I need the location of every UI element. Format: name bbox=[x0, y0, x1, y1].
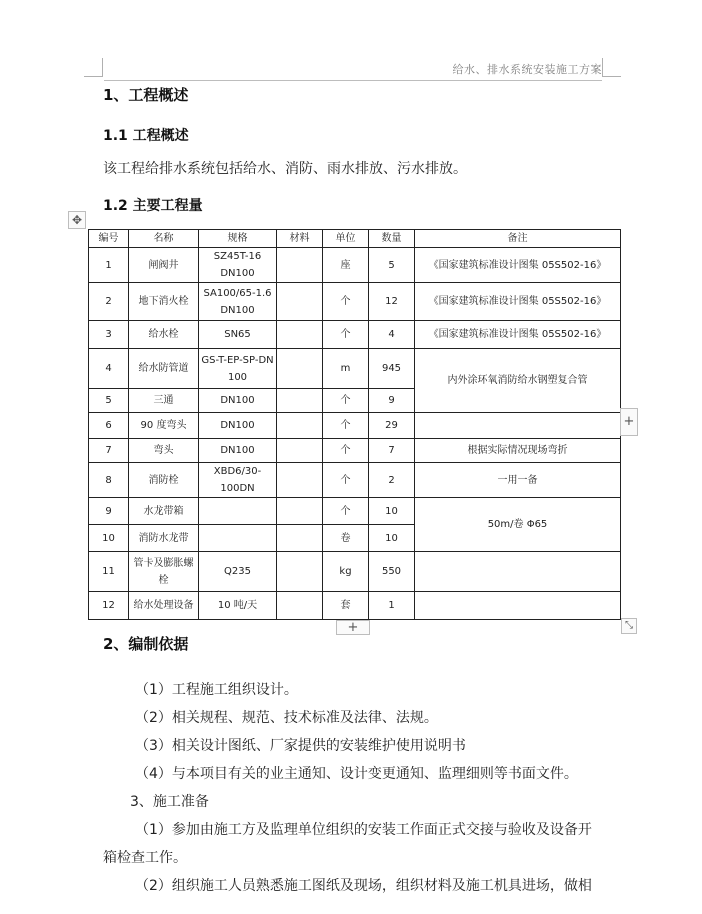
add-row-icon[interactable]: + bbox=[336, 620, 370, 635]
cell-name: 消防栓 bbox=[129, 463, 199, 498]
cell-spec: DN100 bbox=[199, 413, 277, 439]
cell-name: 管卡及膨胀螺栓 bbox=[129, 552, 199, 592]
cell-no: 1 bbox=[89, 248, 129, 283]
cell-no: 5 bbox=[89, 389, 129, 413]
cell-spec bbox=[199, 525, 277, 552]
cell-spec: XBD6/30-100DN bbox=[199, 463, 277, 498]
cell-name: 90 度弯头 bbox=[129, 413, 199, 439]
cell-name: 消防水龙带 bbox=[129, 525, 199, 552]
cell-note bbox=[415, 592, 621, 620]
cell-spec: GS-T-EP-SP-DN100 bbox=[199, 349, 277, 389]
cell-spec: SA100/65-1.6 DN100 bbox=[199, 283, 277, 321]
cell-spec: DN100 bbox=[199, 439, 277, 463]
cell-material bbox=[277, 463, 323, 498]
cell-spec: 10 吨/天 bbox=[199, 592, 277, 620]
cell-qty: 945 bbox=[369, 349, 415, 389]
table-row bbox=[89, 552, 621, 592]
cell-no: 4 bbox=[89, 349, 129, 389]
table-resize-icon[interactable]: ⤡ bbox=[621, 618, 637, 634]
header-cell: 名称 bbox=[129, 230, 199, 248]
cell-note bbox=[415, 552, 621, 592]
cell-no: 9 bbox=[89, 498, 129, 525]
basis-item: （4）与本项目有关的业主通知、设计变更通知、监理细则等书面文件。 bbox=[135, 766, 578, 782]
cell-qty: 5 bbox=[369, 248, 415, 283]
cell-unit: 个 bbox=[323, 439, 369, 463]
cell-qty: 2 bbox=[369, 463, 415, 498]
cell-unit: 个 bbox=[323, 321, 369, 349]
cell-no: 3 bbox=[89, 321, 129, 349]
cell-qty: 29 bbox=[369, 413, 415, 439]
section-1-1-text: 该工程给排水系统包括给水、消防、雨水排放、污水排放。 bbox=[103, 161, 467, 177]
cell-no: 7 bbox=[89, 439, 129, 463]
header-cell: 规格 bbox=[199, 230, 277, 248]
basis-item: （1）工程施工组织设计。 bbox=[135, 682, 298, 698]
cell-spec: SN65 bbox=[199, 321, 277, 349]
cell-note: 《国家建筑标准设计图集 05S502-16》 bbox=[415, 321, 621, 349]
cell-spec bbox=[199, 498, 277, 525]
cell-no: 8 bbox=[89, 463, 129, 498]
header-corner-mark-right bbox=[602, 58, 621, 77]
cell-unit: 个 bbox=[323, 413, 369, 439]
table-row bbox=[89, 439, 621, 463]
prep-item: （1）参加由施工方及监理单位组织的安装工作面正式交接与验收及设备开 bbox=[135, 822, 592, 838]
cell-no: 2 bbox=[89, 283, 129, 321]
cell-name: 水龙带箱 bbox=[129, 498, 199, 525]
cell-unit: m bbox=[323, 349, 369, 389]
cell-unit: 卷 bbox=[323, 525, 369, 552]
cell-note-merged: 50m/卷 Φ65 bbox=[415, 498, 621, 552]
header-cell: 数量 bbox=[369, 230, 415, 248]
table-row bbox=[89, 463, 621, 498]
header-cell: 单位 bbox=[323, 230, 369, 248]
table-row bbox=[89, 248, 621, 283]
cell-spec: Q235 bbox=[199, 552, 277, 592]
cell-qty: 550 bbox=[369, 552, 415, 592]
cell-name: 给水防管道 bbox=[129, 349, 199, 389]
prep-item-continued: 箱检查工作。 bbox=[103, 850, 187, 866]
quantity-table bbox=[88, 229, 621, 620]
basis-item: （3）相关设计图纸、厂家提供的安装维护使用说明书 bbox=[135, 738, 466, 754]
cell-qty: 9 bbox=[369, 389, 415, 413]
cell-material bbox=[277, 321, 323, 349]
table-row bbox=[89, 498, 621, 525]
cell-note: 《国家建筑标准设计图集 05S502-16》 bbox=[415, 283, 621, 321]
section-3-title: 3、施工准备 bbox=[130, 794, 209, 810]
add-column-icon[interactable]: + bbox=[620, 408, 638, 436]
cell-note: 一用一备 bbox=[415, 463, 621, 498]
cell-spec: SZ45T-16 DN100 bbox=[199, 248, 277, 283]
table-move-handle-icon[interactable]: ✥ bbox=[68, 211, 86, 229]
cell-qty: 1 bbox=[369, 592, 415, 620]
cell-unit: 个 bbox=[323, 498, 369, 525]
cell-no: 10 bbox=[89, 525, 129, 552]
cell-material bbox=[277, 439, 323, 463]
cell-unit: kg bbox=[323, 552, 369, 592]
header-divider bbox=[104, 80, 602, 81]
cell-unit: 个 bbox=[323, 389, 369, 413]
cell-material bbox=[277, 592, 323, 620]
cell-material bbox=[277, 552, 323, 592]
header-cell: 备注 bbox=[415, 230, 621, 248]
cell-name: 给水处理设备 bbox=[129, 592, 199, 620]
cell-material bbox=[277, 389, 323, 413]
cell-name: 给水栓 bbox=[129, 321, 199, 349]
cell-qty: 10 bbox=[369, 498, 415, 525]
cell-note bbox=[415, 413, 621, 439]
table-row bbox=[89, 283, 621, 321]
cell-unit: 套 bbox=[323, 592, 369, 620]
cell-material bbox=[277, 413, 323, 439]
page-header-title: 给水、排水系统安装施工方案 bbox=[452, 63, 602, 76]
cell-qty: 10 bbox=[369, 525, 415, 552]
table-row bbox=[89, 592, 621, 620]
cell-note: 根据实际情况现场弯折 bbox=[415, 439, 621, 463]
cell-unit: 个 bbox=[323, 283, 369, 321]
header-cell: 编号 bbox=[89, 230, 129, 248]
cell-name: 弯头 bbox=[129, 439, 199, 463]
cell-qty: 4 bbox=[369, 321, 415, 349]
cell-no: 12 bbox=[89, 592, 129, 620]
cell-material bbox=[277, 248, 323, 283]
table-row bbox=[89, 321, 621, 349]
cell-material bbox=[277, 498, 323, 525]
cell-note: 《国家建筑标准设计图集 05S502-16》 bbox=[415, 248, 621, 283]
cell-material bbox=[277, 349, 323, 389]
section-1-1-title: 1.1 工程概述 bbox=[103, 128, 189, 144]
cell-name: 地下消火栓 bbox=[129, 283, 199, 321]
cell-name: 三通 bbox=[129, 389, 199, 413]
cell-note-merged: 内外涂环氧消防给水钢塑复合管 bbox=[415, 349, 621, 413]
cell-unit: 个 bbox=[323, 463, 369, 498]
section-1-2-title: 1.2 主要工程量 bbox=[103, 198, 203, 214]
cell-no: 6 bbox=[89, 413, 129, 439]
prep-item: （2）组织施工人员熟悉施工图纸及现场，组织材料及施工机具进场，做相 bbox=[135, 878, 592, 894]
cell-unit: 座 bbox=[323, 248, 369, 283]
cell-no: 11 bbox=[89, 552, 129, 592]
header-corner-mark-left bbox=[84, 58, 103, 77]
cell-spec: DN100 bbox=[199, 389, 277, 413]
cell-material bbox=[277, 283, 323, 321]
basis-item: （2）相关规程、规范、技术标准及法律、法规。 bbox=[135, 710, 438, 726]
section-1-title: 1、工程概述 bbox=[103, 86, 189, 104]
table-header-row bbox=[89, 230, 621, 248]
table-row bbox=[89, 413, 621, 439]
cell-material bbox=[277, 525, 323, 552]
section-2-title: 2、编制依据 bbox=[103, 635, 189, 653]
cell-name: 闸阀井 bbox=[129, 248, 199, 283]
cell-qty: 12 bbox=[369, 283, 415, 321]
table-row bbox=[89, 349, 621, 389]
header-cell: 材料 bbox=[277, 230, 323, 248]
cell-qty: 7 bbox=[369, 439, 415, 463]
